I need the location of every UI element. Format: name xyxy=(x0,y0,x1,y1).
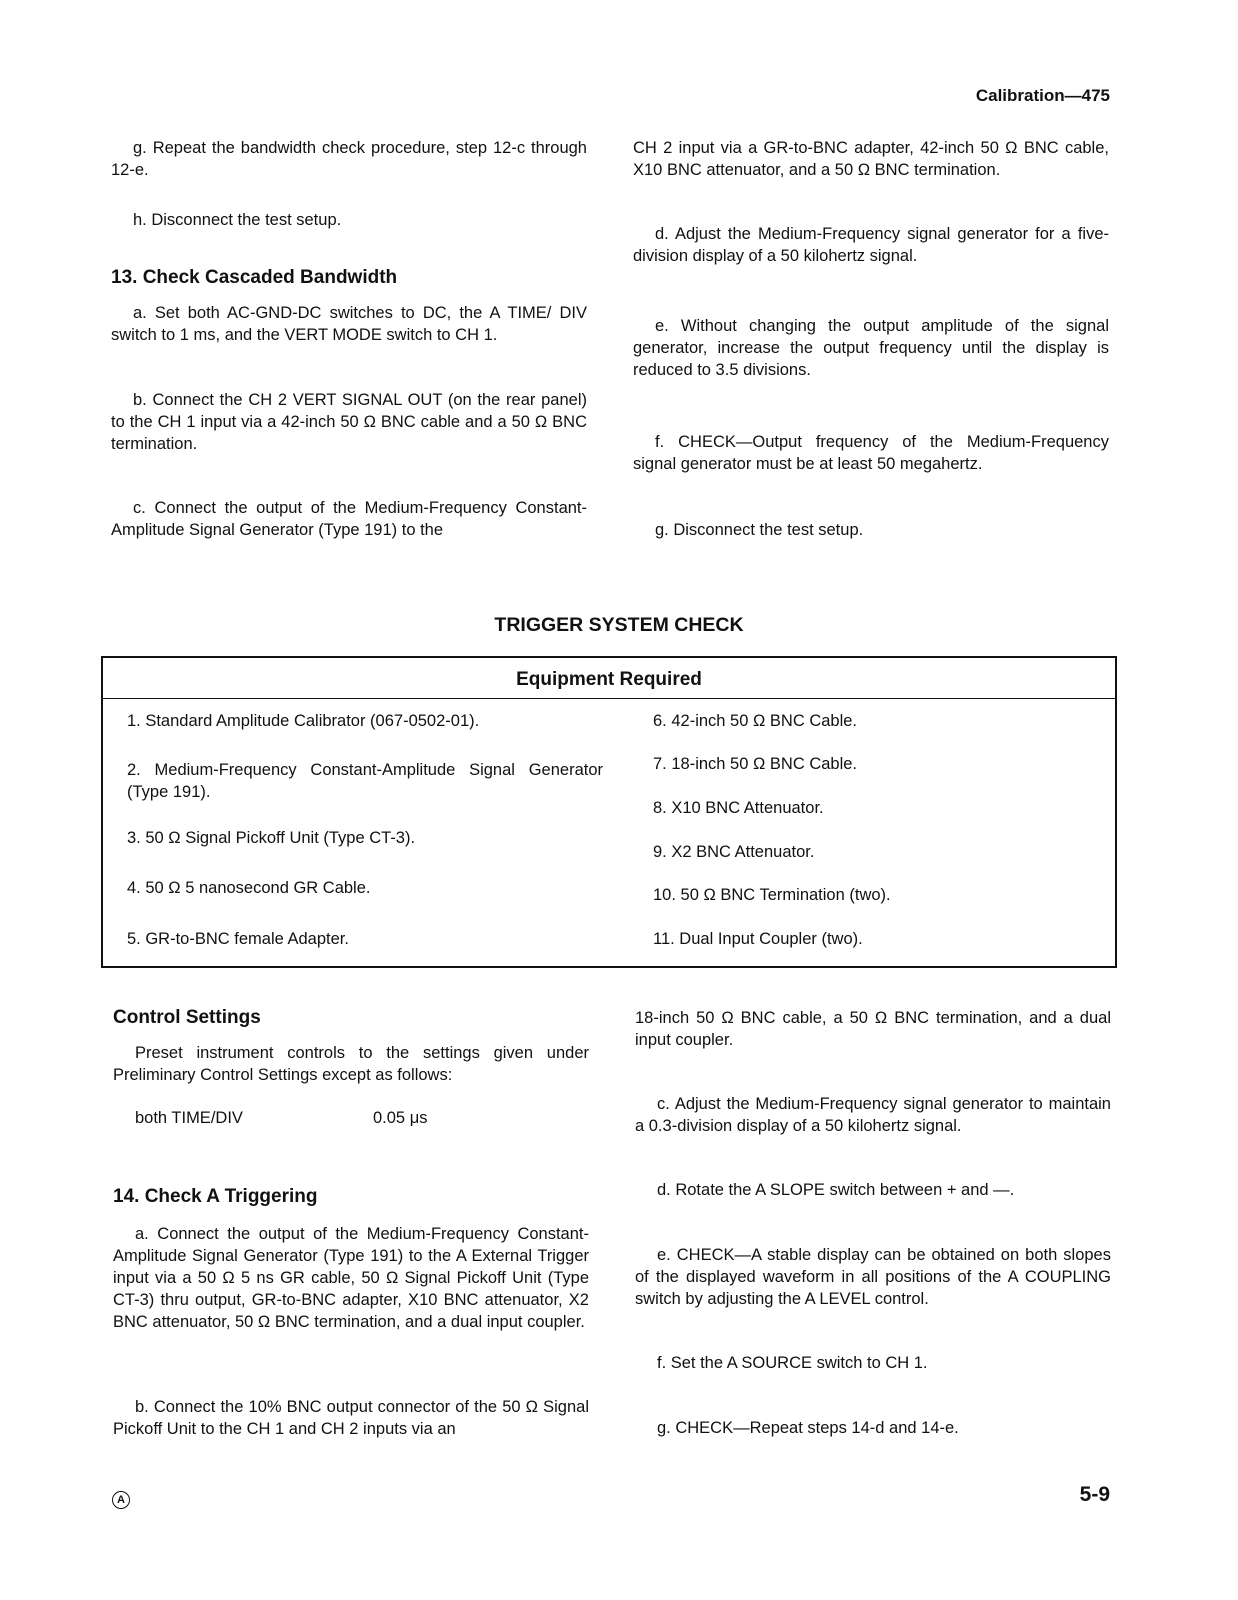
equipment-item-5: 5. GR-to-BNC female Adapter. xyxy=(127,930,349,948)
step-14b: b. Connect the 10% BNC output connector of the 50 Ω Signal Pickoff Unit to the CH 1 and CH 2 inputs via an xyxy=(113,1398,589,1438)
equipment-item-11: 11. Dual Input Coupler (two). xyxy=(653,930,863,948)
equipment-item-7: 7. 18-inch 50 Ω BNC Cable. xyxy=(653,755,858,773)
step-14e: e. CHECK—A stable display can be obtained on both slopes of the displayed waveform in all positions of the A COUPLING switch by adjusting the A LEVEL control. xyxy=(635,1246,1111,1308)
revision-symbol: A xyxy=(112,1491,130,1509)
setting-name: both TIME/DIV xyxy=(135,1109,243,1127)
step-12g: g. Repeat the bandwidth check procedure, step 12-c through 12-e. xyxy=(111,139,587,179)
left-column-top xyxy=(111,0,587,600)
equipment-item-1: 1. Standard Amplitude Calibrator (067-0502-01). xyxy=(127,712,480,730)
step-13c-continued: CH 2 input via a GR-to-BNC adapter, 42-inch 50 Ω BNC cable, X10 BNC attenuator, and a 50 Ω BNC termination. xyxy=(633,139,1109,179)
equipment-item-3: 3. 50 Ω Signal Pickoff Unit (Type CT-3). xyxy=(127,829,416,847)
control-settings-text: Preset instrument controls to the settings given under Preliminary Control Settings except as follows: xyxy=(113,1044,589,1084)
left-column-bottom xyxy=(113,1000,589,1450)
step-14b-continued: 18-inch 50 Ω BNC cable, a 50 Ω BNC termination, and a dual input coupler. xyxy=(635,1009,1111,1049)
control-settings-heading: Control Settings xyxy=(113,1007,261,1028)
equipment-item-9: 9. X2 BNC Attenuator. xyxy=(653,843,815,861)
equipment-item-4: 4. 50 Ω 5 nanosecond GR Cable. xyxy=(127,879,371,897)
step-13e: e. Without changing the output amplitude of the signal generator, increase the output frequency until the display is reduced to 3.5 divisions. xyxy=(633,317,1109,379)
page-number: 5-9 xyxy=(1079,1483,1110,1506)
equipment-heading: Equipment Required xyxy=(103,658,1115,699)
equipment-item-2: 2. Medium-Frequency Constant-Amplitude Signal Generator (Type 191). xyxy=(127,761,603,801)
step-12h: h. Disconnect the test setup. xyxy=(133,211,342,229)
step-14g: g. CHECK—Repeat steps 14-d and 14-e. xyxy=(657,1419,959,1437)
step-13a: a. Set both AC-GND-DC switches to DC, the A TIME/ DIV switch to 1 ms, and the VERT MODE switch to CH 1. xyxy=(111,304,587,344)
equipment-item-8: 8. X10 BNC Attenuator. xyxy=(653,799,824,817)
right-column-top xyxy=(633,0,1109,600)
step-14d: d. Rotate the A SLOPE switch between + and —. xyxy=(657,1181,1015,1199)
setting-value: 0.05 μs xyxy=(373,1109,428,1127)
step-14a: a. Connect the output of the Medium-Frequency Constant-Amplitude Signal Generator (Type 191) to the A External Trigger input via a 50 Ω 5 ns GR cable, 50 Ω Signal Pickoff Unit (Type CT-3) thru output, GR-to-BNC adapter, X10 BNC attenuator, X2 BNC attenuator, 50 Ω BNC termination, and a dual input coupler. xyxy=(113,1225,589,1331)
step-13f: f. CHECK—Output frequency of the Medium-Frequency signal generator must be at least 50 megahertz. xyxy=(633,433,1109,473)
section-title: TRIGGER SYSTEM CHECK xyxy=(494,614,744,636)
equipment-item-10: 10. 50 Ω BNC Termination (two). xyxy=(653,886,891,904)
step-13b: b. Connect the CH 2 VERT SIGNAL OUT (on the rear panel) to the CH 1 input via a 42-inch 50 Ω BNC cable and a 50 Ω BNC termination. xyxy=(111,391,587,453)
equipment-item-6: 6. 42-inch 50 Ω BNC Cable. xyxy=(653,712,858,730)
equipment-table xyxy=(101,656,1117,968)
step-14f: f. Set the A SOURCE switch to CH 1. xyxy=(657,1354,928,1372)
step-14c: c. Adjust the Medium-Frequency signal generator to maintain a 0.3-division display of a 50 kilohertz signal. xyxy=(635,1095,1111,1135)
heading-13: 13. Check Cascaded Bandwidth xyxy=(111,267,398,288)
step-13g: g. Disconnect the test setup. xyxy=(655,521,864,539)
heading-14: 14. Check A Triggering xyxy=(113,1186,318,1207)
step-13d: d. Adjust the Medium-Frequency signal generator for a five-division display of a 50 kilohertz signal. xyxy=(633,225,1109,265)
step-13c: c. Connect the output of the Medium-Frequency Constant-Amplitude Signal Generator (Type 191) to the xyxy=(111,499,587,539)
page-header: Calibration—475 xyxy=(975,86,1110,105)
right-column-bottom xyxy=(635,1000,1111,1450)
